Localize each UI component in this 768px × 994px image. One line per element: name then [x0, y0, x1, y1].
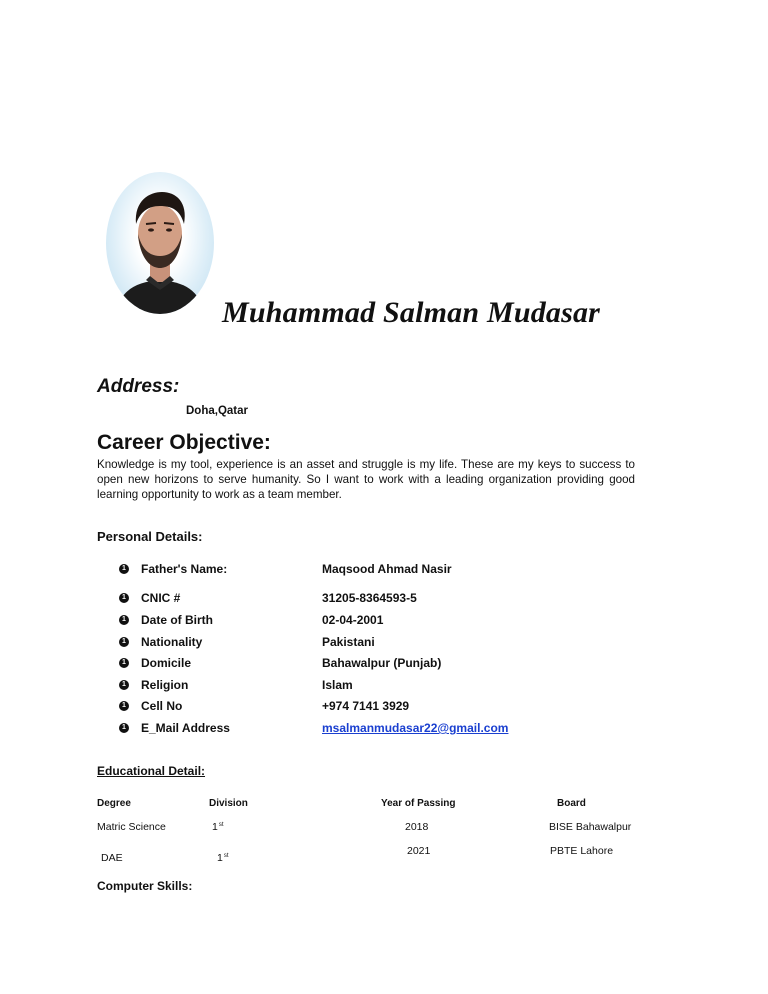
circled-bullet-icon: 1 [119, 658, 129, 668]
column-header-year: Year of Passing [381, 798, 456, 809]
detail-label: Domicile [141, 656, 192, 670]
detail-label: Nationality [141, 635, 203, 649]
edu-degree: Matric Science [97, 821, 166, 833]
circled-bullet-icon: 1 [119, 615, 129, 625]
circled-bullet-icon: 1 [119, 723, 129, 733]
personal-detail-row [119, 562, 619, 580]
personal-detail-row [119, 635, 619, 653]
detail-label: Date of Birth [141, 613, 213, 627]
email-link[interactable]: msalmanmudasar22@gmail.com [322, 721, 509, 735]
personal-detail-row [119, 699, 619, 717]
personal-detail-row [119, 591, 619, 609]
edu-division-number: 1 [212, 821, 218, 833]
edu-division [217, 852, 229, 864]
detail-value: +974 7141 3929 [322, 699, 410, 713]
career-objective-text: Knowledge is my tool, experience is an asset and struggle is my life. These are my keys to success to open new horizons to serve humanity. So I want to work with a leading organization providing good learning opportunity to work as a team member. [97, 458, 635, 501]
address-heading: Address: [97, 376, 180, 397]
address-value: Doha,Qatar [186, 405, 248, 417]
candidate-name: Muhammad Salman Mudasar [222, 296, 601, 329]
edu-board: BISE Bahawalpur [549, 821, 632, 833]
computer-skills-heading: Computer Skills: [97, 879, 193, 893]
edu-degree: DAE [101, 852, 123, 864]
personal-detail-row [119, 656, 619, 674]
personal-detail-row [119, 721, 619, 739]
detail-value: Bahawalpur (Punjab) [322, 656, 442, 670]
detail-value: Maqsood Ahmad Nasir [322, 562, 452, 576]
edu-division [212, 821, 224, 833]
profile-photo [106, 172, 214, 314]
detail-value: 02-04-2001 [322, 613, 384, 627]
edu-year: 2021 [407, 845, 431, 857]
circled-bullet-icon: 1 [119, 564, 129, 574]
personal-detail-row [119, 613, 619, 631]
edu-board: PBTE Lahore [550, 845, 614, 857]
edu-division-suffix: st [218, 822, 224, 828]
detail-label: Father's Name: [141, 562, 228, 576]
profile-photo-image [106, 172, 214, 314]
personal-details-heading: Personal Details: [97, 529, 203, 544]
column-header-division: Division [209, 798, 248, 809]
column-header-board: Board [557, 798, 586, 809]
detail-value: Islam [322, 678, 353, 692]
circled-bullet-icon: 1 [119, 637, 129, 647]
personal-detail-row [119, 678, 619, 696]
circled-bullet-icon: 1 [119, 593, 129, 603]
circled-bullet-icon: 1 [119, 701, 129, 711]
edu-year: 2018 [405, 821, 429, 833]
edu-division-suffix: st [223, 853, 229, 859]
detail-label: Cell No [141, 699, 183, 713]
detail-value: Pakistani [322, 635, 375, 649]
detail-label: E_Mail Address [141, 721, 230, 735]
detail-label: Religion [141, 678, 189, 692]
column-header-degree: Degree [97, 798, 131, 809]
detail-value: 31205-8364593-5 [322, 591, 417, 605]
detail-label: CNIC # [141, 591, 181, 605]
educational-detail-heading: Educational Detail: [97, 764, 206, 778]
career-objective-heading: Career Objective: [97, 431, 271, 454]
edu-division-number: 1 [217, 852, 223, 864]
circled-bullet-icon: 1 [119, 680, 129, 690]
